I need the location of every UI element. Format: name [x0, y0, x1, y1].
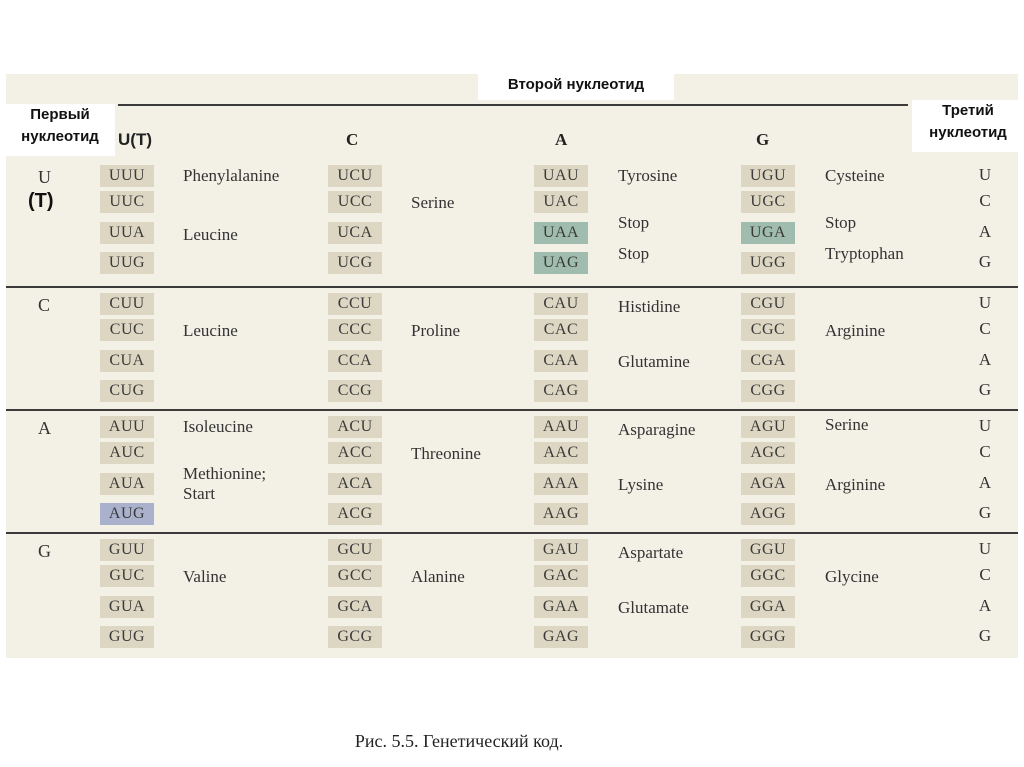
- codon-aag: AAG: [534, 503, 588, 525]
- amino-acid-label: Serine: [411, 193, 455, 212]
- codon-uag: UAG: [534, 252, 588, 274]
- amino-acid-label: Cysteine: [825, 166, 885, 185]
- first-nucleotide-c: C: [38, 295, 51, 315]
- amino-acid-label: Threonine: [411, 444, 481, 463]
- section-rule-c: [6, 286, 1018, 288]
- codon-cau: CAU: [534, 293, 588, 315]
- section-rule-g: [6, 532, 1018, 534]
- codon-aaa: AAA: [534, 473, 588, 495]
- first-nucleotide-alt-t: (T): [28, 190, 54, 212]
- third-nucleotide-c-u: U: [978, 293, 992, 312]
- codon-gcc: GCC: [328, 565, 382, 587]
- third-nucleotide-a-u: U: [978, 416, 992, 435]
- amino-acid-label: Histidine: [618, 297, 681, 316]
- codon-ccu: CCU: [328, 293, 382, 315]
- amino-acid-label: Tryptophan: [825, 244, 904, 263]
- figure-caption: Рис. 5.5. Генетический код.: [354, 731, 564, 751]
- codon-uca: UCA: [328, 222, 382, 244]
- third-nucleotide-g-u: U: [978, 539, 992, 558]
- codon-cga: CGA: [741, 350, 795, 372]
- third-nucleotide-g-g: G: [978, 626, 992, 645]
- third-nucleotide-u-u: U: [978, 165, 992, 184]
- codon-gau: GAU: [534, 539, 588, 561]
- amino-acid-label: Arginine: [825, 475, 886, 494]
- codon-acc: ACC: [328, 442, 382, 464]
- third-nucleotide-g-c: C: [979, 565, 991, 584]
- amino-acid-label: Methionine;: [183, 464, 267, 483]
- amino-acid-label: Leucine: [183, 225, 238, 244]
- amino-acid-label: Phenylalanine: [183, 166, 280, 185]
- codon-ggu: GGU: [741, 539, 795, 561]
- codon-ccg: CCG: [328, 380, 382, 402]
- codon-ugc: UGC: [741, 191, 795, 213]
- codon-uaa: UAA: [534, 222, 588, 244]
- amino-acid-label: Isoleucine: [183, 417, 253, 436]
- codon-aca: ACA: [328, 473, 382, 495]
- third-nucleotide-u-c: C: [979, 191, 991, 210]
- codon-cgg: CGG: [741, 380, 795, 402]
- codon-auu: AUU: [100, 416, 154, 438]
- first-nucleotide-g: G: [38, 541, 51, 561]
- codon-gcu: GCU: [328, 539, 382, 561]
- codon-uau: UAU: [534, 165, 588, 187]
- codon-guu: GUU: [100, 539, 154, 561]
- third-nucleotide-u-g: G: [978, 252, 992, 271]
- codon-cgu: CGU: [741, 293, 795, 315]
- first-nucleotide-label-line2: нуклеотид: [21, 128, 99, 145]
- amino-acid-label: Glutamine: [618, 352, 690, 371]
- codon-aau: AAU: [534, 416, 588, 438]
- amino-acid-label: Lysine: [618, 475, 664, 494]
- codon-cgc: CGC: [741, 319, 795, 341]
- codon-cac: CAC: [534, 319, 588, 341]
- amino-acid-label: Valine: [183, 567, 227, 586]
- codon-auc: AUC: [100, 442, 154, 464]
- codon-uug: UUG: [100, 252, 154, 274]
- codon-ccc: CCC: [328, 319, 382, 341]
- first-nucleotide-a: A: [38, 418, 51, 438]
- codon-uga: UGA: [741, 222, 795, 244]
- column-header-u: U(T): [118, 130, 152, 149]
- second-nucleotide-label: Второй нуклеотид: [478, 74, 674, 100]
- codon-uuc: UUC: [100, 191, 154, 213]
- codon-cua: CUA: [100, 350, 154, 372]
- amino-acid-label: Stop: [825, 213, 857, 232]
- codon-uuu: UUU: [100, 165, 154, 187]
- codon-gag: GAG: [534, 626, 588, 648]
- amino-acid-label: Alanine: [411, 567, 465, 586]
- codon-acu: ACU: [328, 416, 382, 438]
- section-rule-a: [6, 409, 1018, 411]
- amino-acid-label: Stop: [618, 213, 650, 232]
- first-nucleotide-u: U: [38, 167, 51, 187]
- third-nucleotide-g-a: A: [978, 596, 992, 615]
- codon-aga: AGA: [741, 473, 795, 495]
- codon-uac: UAC: [534, 191, 588, 213]
- amino-acid-label: Proline: [411, 321, 461, 340]
- codon-gua: GUA: [100, 596, 154, 618]
- codon-gcg: GCG: [328, 626, 382, 648]
- column-header-g: G: [756, 130, 770, 149]
- codon-caa: CAA: [534, 350, 588, 372]
- third-nucleotide-label-line1: Третий: [942, 102, 994, 119]
- column-header-a: A: [555, 130, 568, 149]
- codon-gaa: GAA: [534, 596, 588, 618]
- codon-cag: CAG: [534, 380, 588, 402]
- amino-acid-label: Tyrosine: [618, 166, 678, 185]
- third-nucleotide-c-c: C: [979, 319, 991, 338]
- amino-acid-label: Leucine: [183, 321, 238, 340]
- amino-acid-label: Glutamate: [618, 598, 689, 617]
- amino-acid-label: Start: [183, 484, 216, 503]
- amino-acid-label: Asparagine: [618, 420, 696, 439]
- codon-agu: AGU: [741, 416, 795, 438]
- codon-ucu: UCU: [328, 165, 382, 187]
- header-rule: [118, 104, 908, 106]
- third-nucleotide-a-g: G: [978, 503, 992, 522]
- codon-uua: UUA: [100, 222, 154, 244]
- third-nucleotide-a-a: A: [978, 473, 992, 492]
- first-nucleotide-label-line1: Первый: [30, 106, 90, 123]
- codon-gga: GGA: [741, 596, 795, 618]
- codon-cca: CCA: [328, 350, 382, 372]
- codon-ucg: UCG: [328, 252, 382, 274]
- third-nucleotide-label-line2: нуклеотид: [929, 124, 1007, 141]
- amino-acid-label: Glycine: [825, 567, 879, 586]
- codon-agc: AGC: [741, 442, 795, 464]
- codon-ggg: GGG: [741, 626, 795, 648]
- codon-agg: AGG: [741, 503, 795, 525]
- codon-ucc: UCC: [328, 191, 382, 213]
- column-header-c: C: [346, 130, 359, 149]
- codon-cug: CUG: [100, 380, 154, 402]
- codon-gug: GUG: [100, 626, 154, 648]
- codon-ggc: GGC: [741, 565, 795, 587]
- codon-ugg: UGG: [741, 252, 795, 274]
- codon-gca: GCA: [328, 596, 382, 618]
- codon-acg: ACG: [328, 503, 382, 525]
- third-nucleotide-c-a: A: [978, 350, 992, 369]
- codon-guc: GUC: [100, 565, 154, 587]
- codon-cuu: CUU: [100, 293, 154, 315]
- amino-acid-label: Serine: [825, 415, 869, 434]
- codon-cuc: CUC: [100, 319, 154, 341]
- first-nucleotide-label: [5, 104, 115, 156]
- third-nucleotide-a-c: C: [979, 442, 991, 461]
- codon-aug: AUG: [100, 503, 154, 525]
- codon-aua: AUA: [100, 473, 154, 495]
- codon-gac: GAC: [534, 565, 588, 587]
- third-nucleotide-c-g: G: [978, 380, 992, 399]
- third-nucleotide-label: [912, 100, 1024, 152]
- amino-acid-label: Aspartate: [618, 543, 684, 562]
- codon-ugu: UGU: [741, 165, 795, 187]
- codon-aac: AAC: [534, 442, 588, 464]
- third-nucleotide-u-a: A: [978, 222, 992, 241]
- amino-acid-label: Stop: [618, 244, 650, 263]
- amino-acid-label: Arginine: [825, 321, 886, 340]
